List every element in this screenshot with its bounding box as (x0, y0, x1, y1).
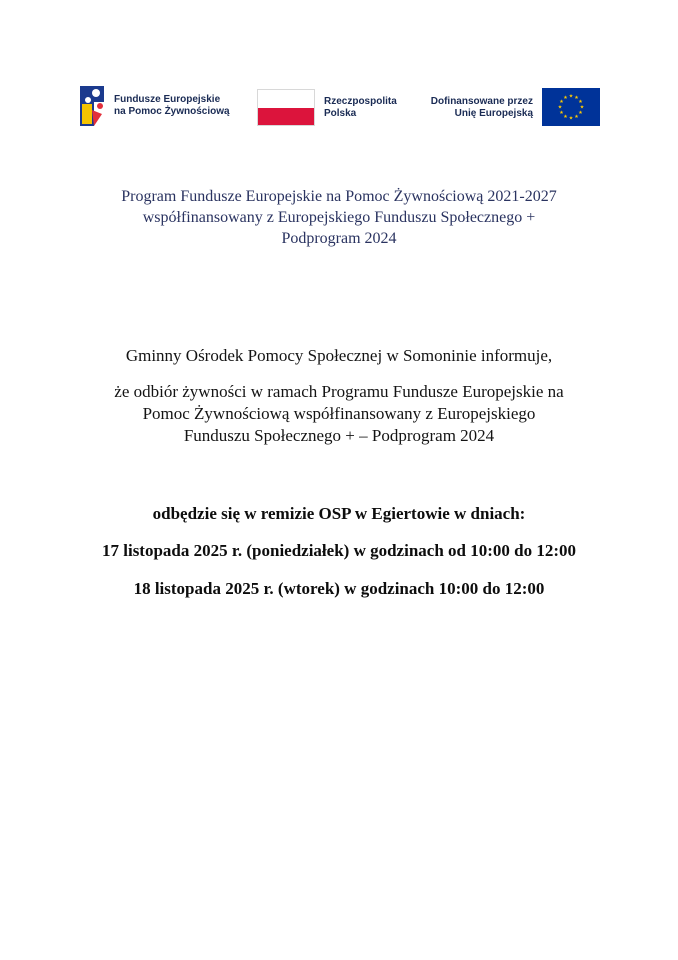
pl-logo-line2: Polska (324, 108, 357, 119)
fe-logo-text (114, 94, 230, 118)
eu-logo-text (431, 96, 533, 120)
polish-flag-icon (257, 89, 315, 126)
eu-star-icon: ★ (574, 96, 579, 102)
body-text (0, 381, 678, 447)
eu-star-icon: ★ (568, 94, 574, 100)
eu-logo-line2: Unię Europejską (454, 108, 533, 119)
eu-star-icon: ★ (563, 96, 568, 102)
date-line-2: 18 listopada 2025 r. (wtorek) w godzinach 10:00 do 12:00 (133, 579, 545, 598)
eu-flag-icon (542, 88, 600, 126)
pl-logo-text (324, 96, 397, 120)
eu-star-icon: ★ (578, 111, 583, 117)
program-line2: współfinansowany z Europejskiego Funduszu Społecznego + (142, 209, 536, 226)
fe-stars-icon (78, 80, 108, 132)
eu-star-icon: ★ (557, 105, 563, 111)
eu-star-icon: ★ (559, 111, 564, 117)
fe-logo-line2: na Pomoc Żywnościową (114, 106, 230, 117)
intro-line1: Gminny Ośrodek Pomocy Społecznej w Somoninie informuje, (125, 346, 553, 365)
program-line3: Podprogram 2024 (281, 230, 397, 247)
eu-logo-line1: Dofinansowane przez (430, 96, 533, 107)
fe-logo-line1: Fundusze Europejskie (114, 94, 221, 105)
date-line-1: 17 listopada 2025 r. (poniedziałek) w godzinach od 10:00 do 12:00 (102, 541, 576, 560)
logo-bar (78, 80, 600, 132)
eu-star-icon: ★ (568, 116, 574, 122)
program-line1: Program Fundusze Europejskie na Pomoc Żywnościową 2021-2027 (121, 188, 557, 205)
eu-star-icon: ★ (574, 115, 579, 121)
body-line3: Funduszu Społecznego + – Podprogram 2024 (183, 426, 495, 445)
eu-star-icon: ★ (563, 115, 568, 121)
pl-logo-line1: Rzeczpospolita (324, 96, 397, 107)
eu-star-icon: ★ (579, 105, 585, 111)
intro-text (0, 345, 678, 367)
body-line1: że odbiór żywności w ramach Programu Fundusze Europejskie na (114, 382, 564, 401)
program-header (0, 186, 678, 249)
eu-star-icon: ★ (559, 100, 564, 106)
eu-star-icon: ★ (578, 100, 583, 106)
location-text: odbędzie się w remizie OSP w Egiertowie w dniach: (152, 504, 526, 523)
body-line2: Pomoc Żywnościową współfinansowany z Europejskiego (142, 404, 536, 423)
